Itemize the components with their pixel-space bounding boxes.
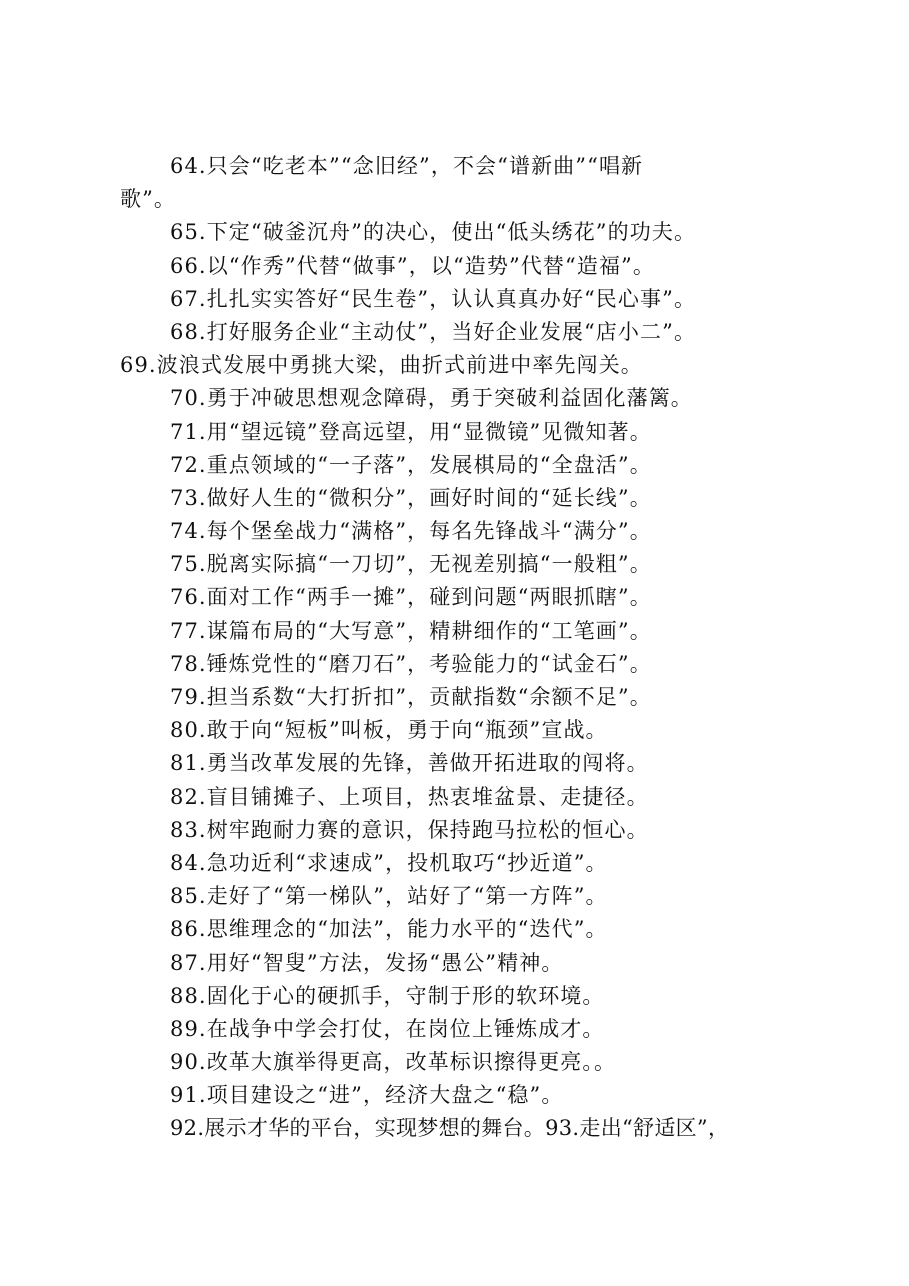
text-line: 71.用“望远镜”登高远望，用“显微镜”见微知著。 [170, 419, 652, 444]
text-line: 90.改革大旗举得更高，改革标识擦得更亮。。 [170, 1050, 617, 1075]
text-line: 83.树牢跑耐力赛的意识，保持跑马拉松的恒心。 [170, 817, 649, 842]
text-line: 75.脱离实际搞“一刀切”，无视差别搞“一般粗”。 [170, 552, 652, 577]
text-line: 65.下定“破釜沉舟”的决心，使出“低头绣花”的功夫。 [170, 220, 697, 245]
text-line: 89.在战争中学会打仗，在岗位上锤炼成才。 [170, 1016, 605, 1041]
text-line: 67.扎扎实实答好“民生卷”，认认真真办好“民心事”。 [170, 286, 697, 311]
text-line: 69.波浪式发展中勇挑大梁，曲折式前进中率先闯关。 [120, 353, 643, 378]
text-line: 66.以“作秀”代替“做事”，以“造势”代替“造福”。 [170, 253, 655, 278]
text-line: 84.急功近利“求速成”，投机取巧“抄近道”。 [170, 850, 608, 875]
text-line: 64.只会“吃老本”“念旧经”，不会“谱新曲”“唱新 [170, 154, 644, 178]
text-line: 85.走好了“第一梯队”，站好了“第一方阵”。 [170, 884, 608, 909]
text-line: 76.面对工作“两手一摊”，碰到问题“两眼抓瞎”。 [170, 585, 652, 610]
text-line: 80.敢于向“短板”叫板，勇于向“瓶颈”宣战。 [170, 718, 608, 743]
text-line: 78.锤炼党性的“磨刀石”，考验能力的“试金石”。 [170, 651, 652, 676]
text-line: 74.每个堡垒战力“满格”，每名先锋战斗“满分”。 [170, 519, 652, 544]
text-line: 歌”。 [120, 187, 177, 212]
text-line: 87.用好“智叟”方法，发扬“愚公”精神。 [170, 950, 564, 975]
text-line: 79.担当系数“大打折扣”，贡献指数“余额不足”。 [170, 685, 652, 709]
text-line: 68.打好服务企业“主动仗”，当好企业发展“店小二”。 [170, 319, 697, 344]
text-line: 86.思维理念的“加法”，能力水平的“迭代”。 [170, 917, 608, 942]
text-line: 70.勇于冲破思想观念障碍，勇于突破利益固化藩篱。 [170, 386, 693, 411]
text-line: 81.勇当改革发展的先锋，善做开拓进取的闯将。 [170, 751, 649, 776]
text-line: 88.固化于心的硬抓手，守制于形的软环境。 [170, 983, 605, 1008]
text-line: 82.盲目铺摊子、上项目，热衷堆盆景、走捷径。 [170, 784, 649, 809]
text-line: 91.项目建设之“进”，经济大盘之“稳”。 [170, 1083, 564, 1108]
text-line: 72.重点领域的“一子落”，发展棋局的“全盘活”。 [170, 452, 652, 477]
text-line: 92.展示才华的平台，实现梦想的舞台。93.走出“舒适区”， [170, 1116, 730, 1141]
slogan-list [120, 150, 810, 1146]
text-line: 77.谋篇布局的“大写意”，精耕细作的“工笔画”。 [170, 618, 652, 643]
text-line: 73.做好人生的“微积分”，画好时间的“延长线”。 [170, 485, 652, 510]
